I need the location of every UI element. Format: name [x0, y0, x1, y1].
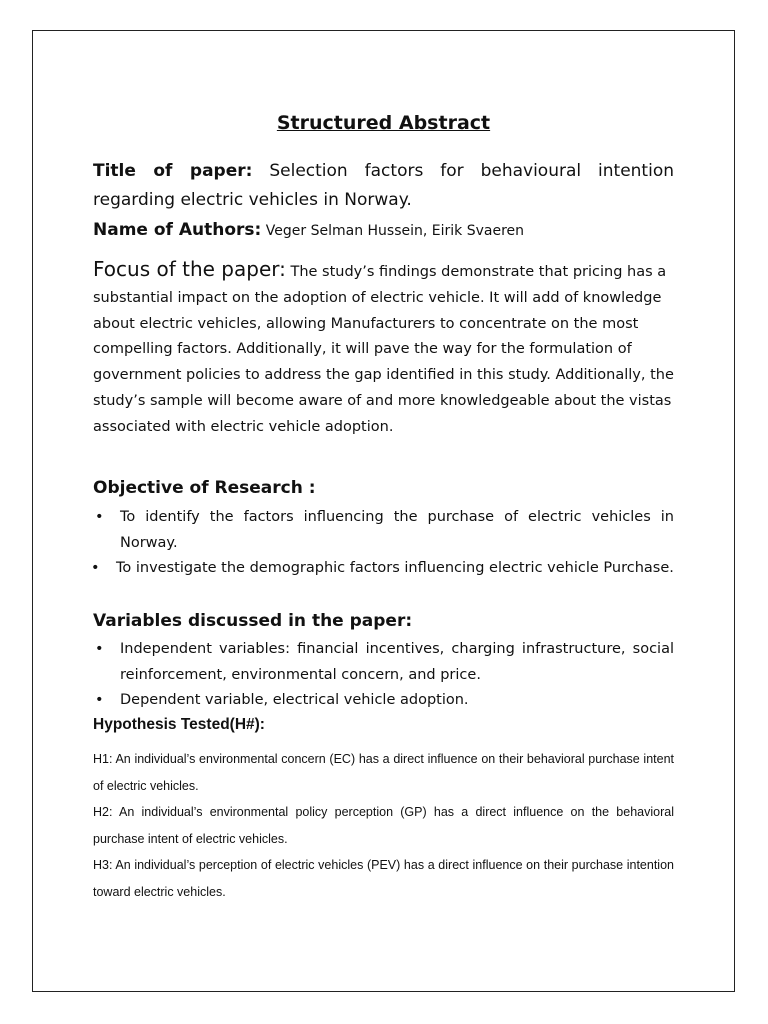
variables-item-text: Dependent variable, electrical vehicle adoption.	[120, 692, 469, 708]
hypothesis-h2: H2: An individual’s environmental policy perception (GP) has a direct influence on the behavioral purchase intent of electric vehicles.	[93, 805, 674, 846]
hypothesis-heading: Hypothesis Tested(H#):	[93, 716, 265, 733]
objective-item-text: To identify the factors influencing the purchase of electric vehicles in Norway.	[120, 509, 674, 551]
list-item	[93, 688, 674, 714]
objective-heading: Objective of Research :	[93, 478, 316, 498]
hypothesis-h3: H3: An individual’s perception of electric vehicles (PEV) has a direct influence on their purchase intention toward electric vehicles.	[93, 858, 674, 899]
objective-list	[93, 505, 674, 582]
paper-title-value: Selection factors for behavioural intention regarding electric vehicles in Norway.	[93, 161, 675, 210]
paper-title-label: Title of paper:	[93, 161, 253, 181]
variables-item-text: Independent variables: financial incentives, charging infrastructure, social reinforcement, environmental concern, and price.	[120, 641, 674, 683]
document-title: Structured Abstract	[276, 112, 491, 134]
variables-heading: Variables discussed in the paper:	[93, 611, 413, 631]
variables-list	[93, 637, 674, 714]
objective-item-text: To investigate the demographic factors influencing electric vehicle Purchase.	[116, 560, 674, 576]
paper-title-line	[93, 157, 674, 215]
bullet-icon: •	[95, 509, 104, 525]
bullet-icon: •	[91, 560, 100, 576]
bullet-icon: •	[95, 692, 104, 708]
authors-label: Name of Authors:	[93, 220, 262, 240]
focus-text: The study’s findings demonstrate that pricing has a substantial impact on the adoption of electric vehicle. It will add of knowledge about electric vehicles, allowing Manufacturers to concentrate on the most compelling factors. Additionally, it will pave the way for the formulation of government policies to address the gap identified in this study. Additionally, the study’s sample will become aware of and more knowledgeable about the vistas associated with electric vehicle adoption.	[93, 264, 674, 435]
list-item	[93, 556, 674, 582]
focus-label: Focus of the paper:	[93, 257, 286, 281]
authors-line	[93, 217, 674, 244]
focus-paragraph	[93, 257, 674, 441]
bullet-icon: •	[95, 641, 104, 657]
list-item	[93, 637, 674, 688]
hypothesis-h1: H1: An individual’s environmental concern (EC) has a direct influence on their behavioral purchase intent of electric vehicles.	[93, 752, 674, 793]
authors-value: Veger Selman Hussein, Eirik Svaeren	[261, 223, 525, 239]
list-item	[93, 505, 674, 556]
